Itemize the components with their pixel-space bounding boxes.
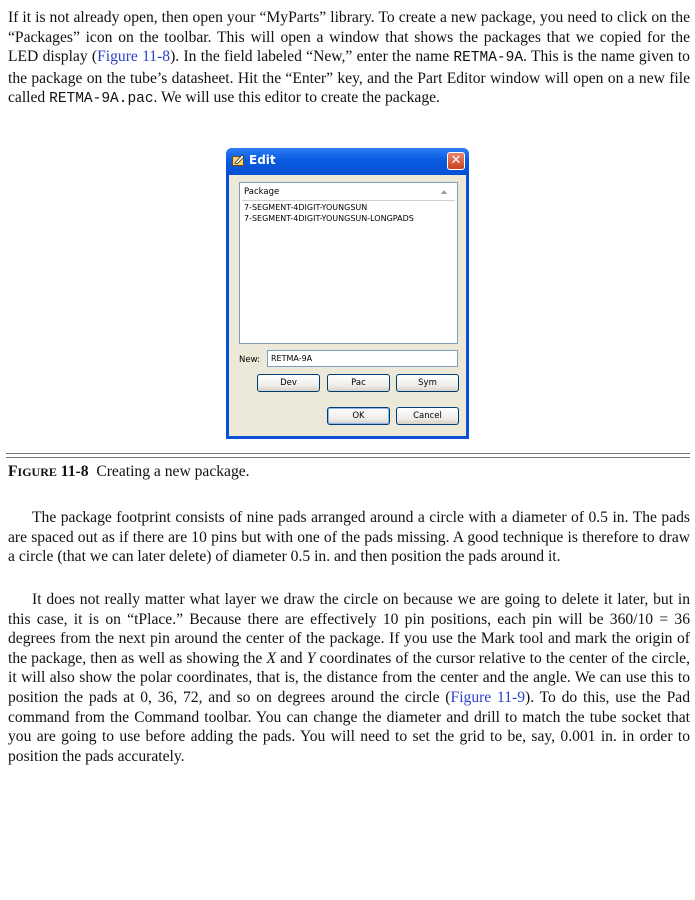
body-paragraph-2: The package footprint consists of nine pads arranged around a circle with a diameter of 0.5 in. The pads are spaced out as if there are 10 pins but with one of the pads missing. A good technique is therefore to draw a circle (that we can later delete) of diameter 0.5 in. and then position the pads around it. <box>8 509 690 566</box>
list-item[interactable]: 7-SEGMENT-4DIGIT-YOUNGSUN-LONGPADS <box>244 214 414 223</box>
new-label: New: <box>239 355 260 365</box>
cancel-button[interactable]: Cancel <box>396 407 459 425</box>
dialog-body <box>229 175 466 436</box>
figure-11-8-link[interactable]: Figure 11-8 <box>97 48 171 66</box>
header-divider <box>242 200 455 201</box>
figure-11-9-link[interactable]: Figure 11-9 <box>450 688 526 706</box>
edit-dialog <box>226 148 469 439</box>
sort-arrow-icon <box>441 190 447 194</box>
list-column-header[interactable]: Package <box>242 185 455 200</box>
caption-rule-top <box>6 453 690 454</box>
package-list[interactable] <box>239 182 458 344</box>
caption-rule-bottom <box>6 457 690 458</box>
intro-paragraph: If it is not already open, then open your “MyParts” library. To create a new package, you need to click on the “Packages” icon on the toolbar. This will open a window that shows the packages that we copied for the LED display (Figure 11-8). In the field labeled “New,” enter the name RETMA-9A. This is the name given to the package on the tube’s datasheet. Hit the “Enter” key, and the Part Editor window will open on a new file called RETMA-9A.pac. We will use this editor to create the package. <box>8 9 690 108</box>
pac-button[interactable]: Pac <box>327 374 390 392</box>
sym-button[interactable]: Sym <box>396 374 459 392</box>
new-package-input[interactable]: RETMA-9A <box>267 350 458 367</box>
dev-button[interactable]: Dev <box>257 374 320 392</box>
package-name-code: RETMA-9A <box>453 50 524 67</box>
file-name-code: RETMA-9A.pac <box>49 91 154 108</box>
close-icon[interactable]: ✕ <box>447 152 465 170</box>
caption-text: Creating a new package. <box>96 463 250 480</box>
dialog-titlebar[interactable] <box>226 148 469 175</box>
list-item[interactable]: 7-SEGMENT-4DIGIT-YOUNGSUN <box>244 203 368 212</box>
figure-label: FIGURE 11-8 <box>8 463 89 480</box>
body-paragraph-3: It does not really matter what layer we draw the circle on because we are going to delete it later, but in this case, it is on “tPlace.” Because there are effectively 10 pin positions, each pin will be 360/10 = 36 degrees from the next pin around the center of the package. If you use the Mark tool and mark the origin of the package, then as well as showing the X and Y coordinates of the cursor relative to the center of the circle, it will also show the polar coordinates, that is, the distance from the center and the angle. We can use this to position the pads at 0, 36, 72, and so on degrees around the circle (Figure 11-9). To do this, use the Pad command from the Command toolbar. You can change the diameter and drill to match the tube socket that you are going to use before adding the pads. You will need to set the grid to be, say, 0.001 in. in order to position the pads accurately. <box>8 591 690 765</box>
dialog-title: Edit <box>249 153 276 167</box>
figure-caption <box>8 462 250 482</box>
ok-button[interactable]: OK <box>327 407 390 425</box>
edit-icon <box>232 154 245 166</box>
